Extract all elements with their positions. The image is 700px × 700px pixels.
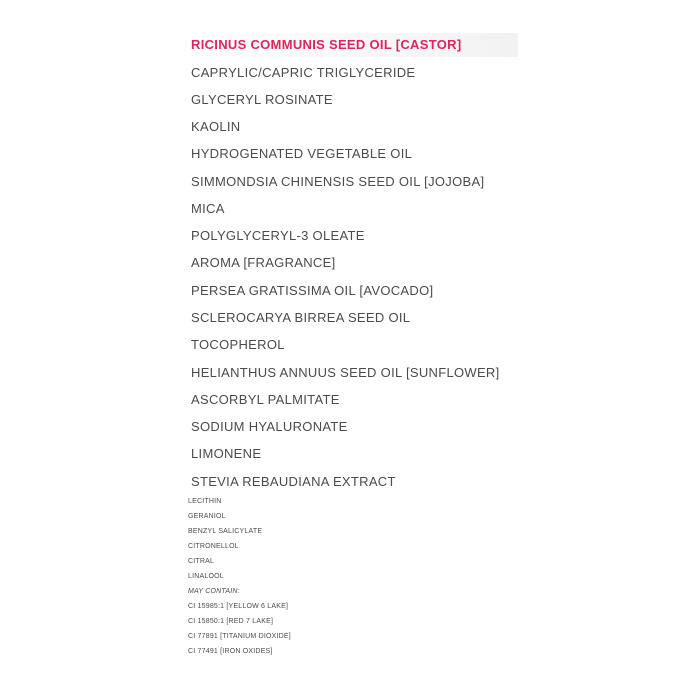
- minor-ingredient-item: CI 15850:1 [RED 7 LAKE]: [188, 618, 274, 625]
- minor-ingredient-item: CITRONELLOL: [188, 543, 239, 550]
- ingredient-item: CAPRYLIC/CAPRIC TRIGLYCERIDE: [191, 65, 416, 80]
- minor-ingredient-item: CITRAL: [188, 558, 215, 565]
- ingredient-item: PERSEA GRATISSIMA OIL [AVOCADO]: [191, 283, 434, 298]
- ingredient-item: GLYCERYL ROSINATE: [191, 92, 333, 107]
- ingredient-item: POLYGLYCERYL-3 OLEATE: [191, 228, 365, 243]
- minor-ingredient-item: CI 77891 [TITANIUM DIOXIDE]: [188, 633, 291, 640]
- ingredient-item: HYDROGENATED VEGETABLE OIL: [191, 146, 413, 161]
- ingredient-item: SODIUM HYALURONATE: [191, 419, 348, 434]
- ingredient-item: SCLEROCARYA BIRREA SEED OIL: [191, 310, 411, 325]
- minor-ingredient-item: CI 77491 [IRON OXIDES]: [188, 648, 273, 655]
- ingredient-item: LIMONENE: [191, 446, 262, 461]
- ingredient-item: STEVIA REBAUDIANA EXTRACT: [191, 474, 396, 489]
- minor-ingredient-item: LECITHIN: [188, 498, 222, 505]
- ingredient-item: MICA: [191, 201, 225, 216]
- ingredient-item: KAOLIN: [191, 119, 241, 134]
- ingredient-item: HELIANTHUS ANNUUS SEED OIL [SUNFLOWER]: [191, 365, 500, 380]
- minor-ingredient-item: GERANIOL: [188, 513, 226, 520]
- may-contain-heading: MAY CONTAIN:: [188, 588, 240, 595]
- minor-ingredient-item: LINALOOL: [188, 573, 224, 580]
- ingredient-item-highlighted: RICINUS COMMUNIS SEED OIL [CASTOR]: [191, 37, 462, 52]
- ingredient-item: SIMMONDSIA CHINENSIS SEED OIL [JOJOBA]: [191, 174, 485, 189]
- ingredient-item: TOCOPHEROL: [191, 337, 285, 352]
- minor-ingredient-item: CI 15985:1 [YELLOW 6 LAKE]: [188, 603, 289, 610]
- ingredient-item: AROMA [FRAGRANCE]: [191, 255, 336, 270]
- ingredient-item: ASCORBYL PALMITATE: [191, 392, 340, 407]
- minor-ingredient-item: BENZYL SALICYLATE: [188, 528, 263, 535]
